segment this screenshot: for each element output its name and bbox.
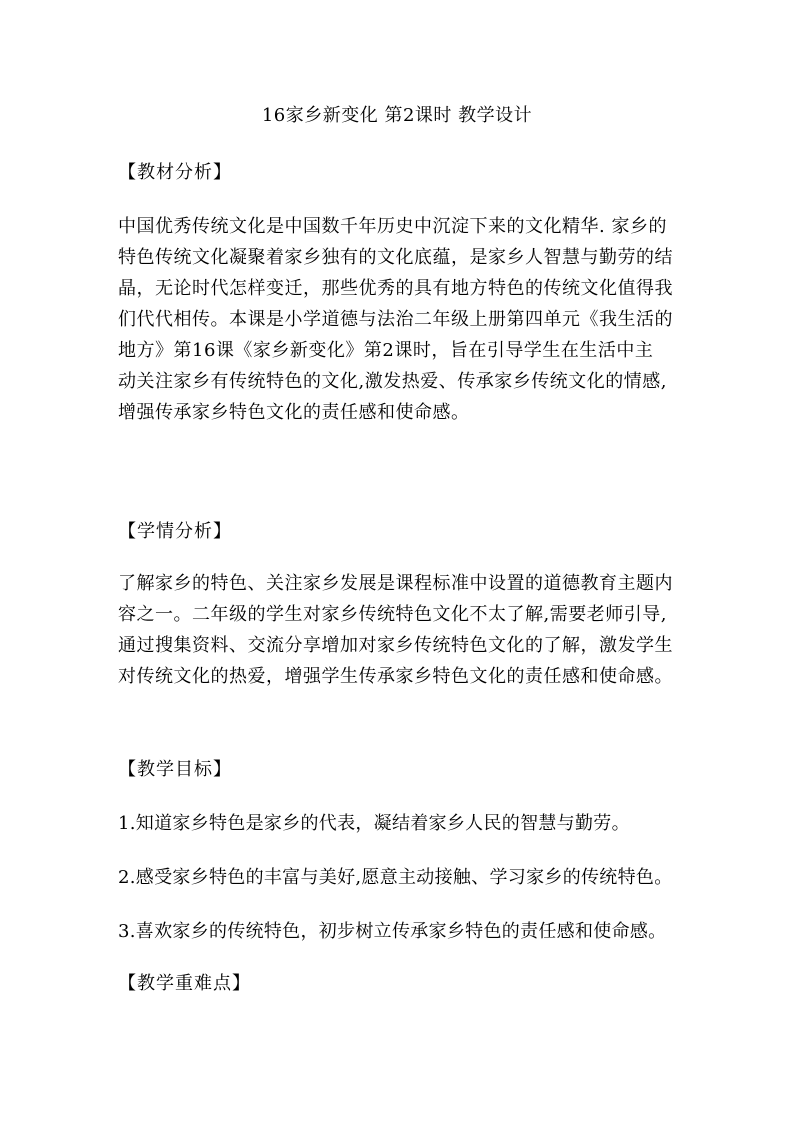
goal-item-3: 3.喜欢家乡的传统特色，初步树立传承家乡特色的责任感和使命感。 bbox=[118, 921, 667, 942]
goal-item-2: 2.感受家乡特色的丰富与美好,愿意主动接触、学习家乡的传统特色。 bbox=[118, 867, 673, 888]
section-heading-textbook-analysis: 【教材分析】 bbox=[118, 162, 232, 183]
text-line: 地方》第16课《家乡新变化》第2课时，旨在引导学生在生活中主 bbox=[118, 340, 654, 361]
text-line: 对传统文化的热爱，增强学生传承家乡特色文化的责任感和使命感。 bbox=[118, 666, 673, 687]
text-line: 容之一。二年级的学生对家乡传统特色文化不太了解,需要老师引导, bbox=[118, 604, 667, 625]
text-line: 动关注家乡有传统特色的文化,激发热爱、传承家乡传统文化的情感, bbox=[118, 371, 667, 392]
text-line: 了解家乡的特色、关注家乡发展是课程标准中设置的道德教育主题内 bbox=[118, 573, 673, 594]
goal-item-1: 1.知道家乡特色是家乡的代表，凝结着家乡人民的智慧与勤劳。 bbox=[118, 813, 630, 834]
text-line: 特色传统文化凝聚着家乡独有的文化底蕴，是家乡人智慧与勤劳的结 bbox=[118, 247, 673, 268]
section-heading-teaching-goals: 【教学目标】 bbox=[118, 759, 232, 780]
paragraph-textbook-analysis bbox=[118, 211, 678, 428]
section-heading-key-points: 【教学重难点】 bbox=[118, 973, 251, 994]
text-line: 中国优秀传统文化是中国数千年历史中沉淀下来的文化精华. 家乡的 bbox=[118, 216, 667, 237]
text-line: 晶，无论时代怎样变迁，那些优秀的具有地方特色的传统文化值得我 bbox=[118, 278, 673, 299]
text-line: 增强传承家乡特色文化的责任感和使命感。 bbox=[118, 402, 470, 423]
paragraph-student-analysis bbox=[118, 568, 678, 692]
document-title: 16家乡新变化 第2课时 教学设计 bbox=[261, 105, 533, 126]
text-line: 们代代相传。本课是小学道德与法治二年级上册第四单元《我生活的 bbox=[118, 309, 673, 330]
section-heading-student-analysis: 【学情分析】 bbox=[118, 521, 232, 542]
text-line: 通过搜集资料、交流分享增加对家乡传统特色文化的了解，激发学生 bbox=[118, 635, 673, 656]
